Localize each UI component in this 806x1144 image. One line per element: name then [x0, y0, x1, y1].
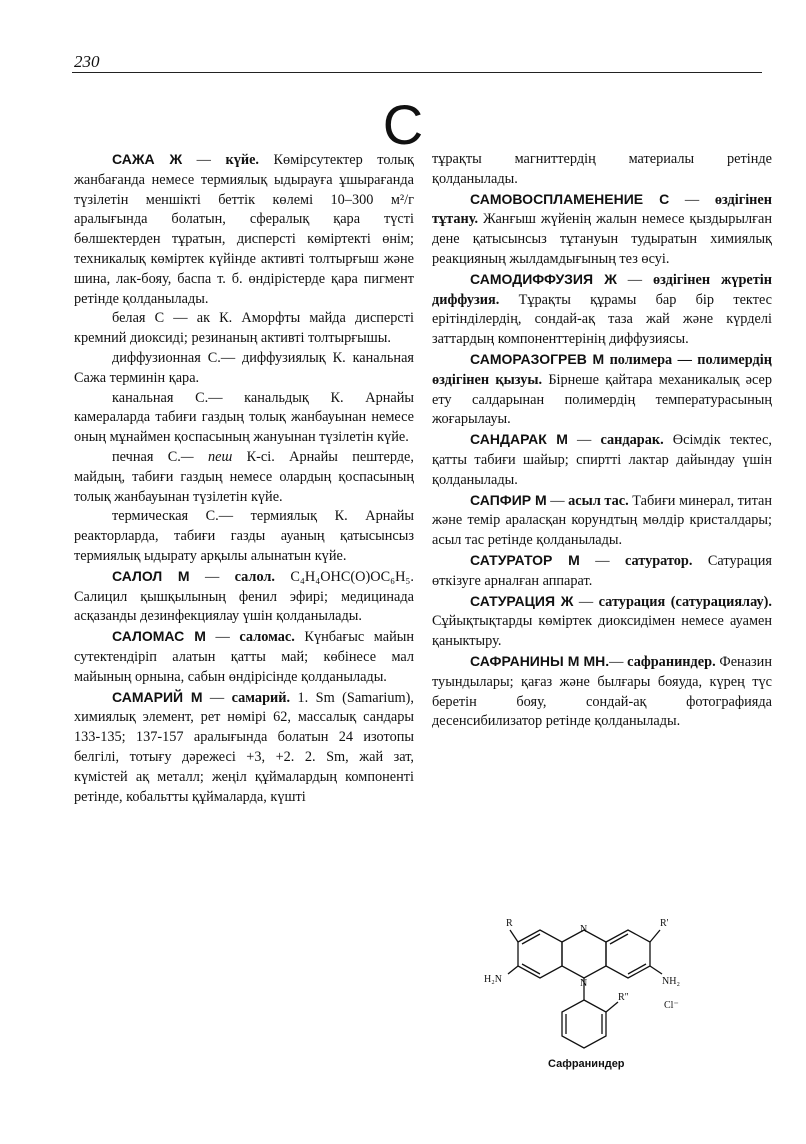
entry-sub: диффузионная С. [112, 349, 221, 366]
entry-body-it: — пеш [180, 448, 233, 465]
dictionary-entry [74, 567, 414, 627]
entry-body: Жанғыш жүйенің жалын немесе қыздырылған дене қатысынсыз тұтануын тудыратын химиялық реакцияның жылдамдығының тез өсуі. [432, 211, 772, 267]
entry-hw: САЖА Ж [112, 151, 183, 167]
entry-dash: — [567, 432, 601, 449]
entry-body: К-сі. Арнайы пештерде, майдың, табиғи газдың немесе олардың қоспасының толық жанбауынан түзілетін күйе. [74, 448, 414, 505]
entry-dash: — [546, 492, 569, 509]
entry-dash: — [202, 689, 232, 706]
dictionary-entry [74, 688, 414, 808]
entry-sub: термическая С. [112, 508, 219, 525]
label-nh2-right: NH₂ [662, 976, 680, 987]
label-r1: R' [660, 918, 669, 929]
entry-tr: сафраниндер. [627, 653, 716, 670]
entry-tr: күйе. [225, 152, 259, 168]
entry-body: Сұйықтықтарды көміртек диоксидімен немесе ауамен қаныктыру. [432, 613, 772, 650]
dictionary-entry [432, 430, 772, 490]
entry-body: Аморфты майда дисперсті кремний диоксиді; резинаның активті толтырғышы. [74, 310, 414, 347]
entry-tr: сандарак. [600, 432, 664, 449]
entry-hw: САТУРАЦИЯ Ж [470, 592, 574, 609]
label-n-bottom: N [580, 978, 588, 989]
dictionary-entry [74, 507, 414, 566]
dictionary-entry [432, 190, 772, 270]
section-letter: С [382, 93, 424, 156]
entry-dash: — [616, 271, 653, 288]
right-column [432, 150, 772, 732]
dictionary-entry [432, 150, 772, 190]
label-chloride: Cl⁻ [664, 1000, 679, 1011]
label-r2: R" [618, 992, 629, 1003]
safranine-structure-diagram [470, 902, 730, 1077]
label-nh2-left: H₂N [484, 974, 502, 985]
dictionary-entry [432, 350, 772, 430]
header-rule [72, 72, 762, 73]
dictionary-entry [432, 551, 772, 592]
entry-hw: САТУРАТОР М [470, 551, 580, 568]
entry-hw: САНДАРАК М [470, 431, 568, 448]
dictionary-entry [432, 592, 772, 652]
entry-tr: өздігінен тұтану. [432, 191, 772, 228]
entry-body: C₄H₄OHC(O)OC₆H₅. Салицил қышқылының фенил эфирі; медицинада асқазанды дезинфекциялау үшін қолданылады. [74, 568, 414, 625]
entry-tr: саломас. [239, 629, 295, 646]
left-column [74, 150, 414, 807]
figure-caption: Сафраниндер [548, 1058, 625, 1070]
dictionary-entry [432, 491, 772, 551]
entry-tr: сатуратор. [624, 552, 693, 569]
entry-cont: тұрақты магниттердің материалы ретінде қолданылады. [432, 151, 772, 187]
entry-hw: САЛОЛ М [112, 567, 190, 584]
entry-tr: полимера — полимердің өздігінен қызуы. [432, 351, 772, 388]
entry-hw: САФРАНИНЫ М МН. [470, 652, 610, 669]
dictionary-entry [74, 448, 414, 507]
entry-dash: — [189, 568, 235, 585]
entry-body: Сатурация өткізуге арналған аппарат. [432, 552, 772, 589]
dictionary-entry [74, 389, 414, 448]
entry-body: Өсімдік тектес, қатты табиғи шайыр; спиртті лактар дайындау үшін қолданылады. [432, 432, 772, 488]
entry-dash: — [573, 593, 599, 610]
entry-body: 1. Sm (Samarium), химиялық элемент, рет нөмірі 62, массалық сандары 133-135; 137-157 аралығында болатын 24 изотопы белгілі, тотығу дәрежесі +3, +2. 2. Sm, жай зат, күмістей ақ металл; жеңіл құймалардың компоненті ретінде, кобальтты құймаларда, күшті [74, 689, 414, 805]
label-n-top: N [580, 924, 588, 935]
entry-dash: — [182, 152, 226, 168]
entry-dash: — [579, 552, 625, 569]
entry-sub: канальная С. [112, 389, 209, 406]
entry-body: — термиялық К. Арнайы реакторларда, табиғи газды ауаның қатысынсыз термиялық ыдырату арқылы алынатын күйе. [74, 508, 414, 564]
label-r: R [506, 918, 513, 929]
entry-body: Табиғи минерал, титан және темір араласқан корундтың мөлдір кристалдары; асыл тас ретінде қолданылады. [432, 492, 772, 549]
dictionary-entry [74, 309, 414, 349]
entry-tr: сатурация (сатурациялау). [598, 593, 772, 610]
dictionary-entry [74, 150, 414, 309]
dictionary-entry [74, 349, 414, 389]
entry-body: — канальдық К. Арнайы камераларда табиғи газдың толық жанбауынан немесе оның мұнаймен қоспасының жануынан түзілетін күйе. [74, 389, 414, 446]
entry-hw: САПФИР М [470, 491, 547, 508]
entry-body: Тұрақты құрамы бар бір тектес ерітінділердің, сондай-ақ таза жай және күрделі заттардың компоненттерінің диффузиясы. [432, 291, 772, 348]
entry-tr: асыл тас. [568, 492, 629, 509]
entry-hw: САМАРИЙ М [112, 688, 203, 705]
entry-body: Феназин туындылары; қағаз және былғары бояуда, күрең түс беретін бояу, сондай-ақ фотографияда десенсибилизатор ретінде қолданылады. [432, 653, 772, 730]
dictionary-entry [432, 270, 772, 350]
entry-tr: өздігінен жүретін диффузия. [432, 271, 772, 308]
entry-tr: салол. [234, 568, 276, 585]
entry-body: — диффузиялық К. канальная Сажа терминін қара. [74, 349, 414, 386]
entry-tr: самарий. [231, 689, 291, 706]
page-number: 230 [74, 52, 100, 71]
entry-hw: САМОРАЗОГРЕВ М [470, 350, 605, 367]
entry-hw: САМОДИФФУЗИЯ Ж [470, 270, 617, 287]
entry-sub: белая С — ак К. [112, 310, 233, 327]
dictionary-entry [74, 627, 414, 687]
entry-body: Күнбағыс майын сутектендіріп алатын қатты май; көбінесе мал майының орнына, сабын өндірісінде қолданылады. [74, 629, 415, 685]
entry-dash: — [205, 629, 240, 646]
entry-hw: САМОВОСПЛАМЕНЕНИЕ С [470, 190, 670, 207]
entry-dash: — [609, 653, 628, 670]
dictionary-entry [432, 652, 772, 732]
entry-dash: — [669, 191, 715, 208]
entry-body: Бірнеше қайтара механикалық әсер ету салдарынан полимердің температурасының жоғарылауы. [432, 371, 772, 428]
entry-sub: печная С. [112, 448, 181, 465]
entry-body: Көмірсутектер толық жанбағанда немесе термиялық ыдырауға ұшырағанда түзілетін меншікті беттік көлемі 10–300 м²/г аралығында болатын, сфералық қара түсті бөлшектерден тұратын, дисперсті көміртекті өнім; техникалық көміртек күйінде активті толтырғыш және шина, лак-бояу, баспа т. б. өндірістерде қара пигмент ретінде қолданылады. [74, 152, 414, 307]
entry-hw: САЛОМАС М [112, 628, 206, 645]
